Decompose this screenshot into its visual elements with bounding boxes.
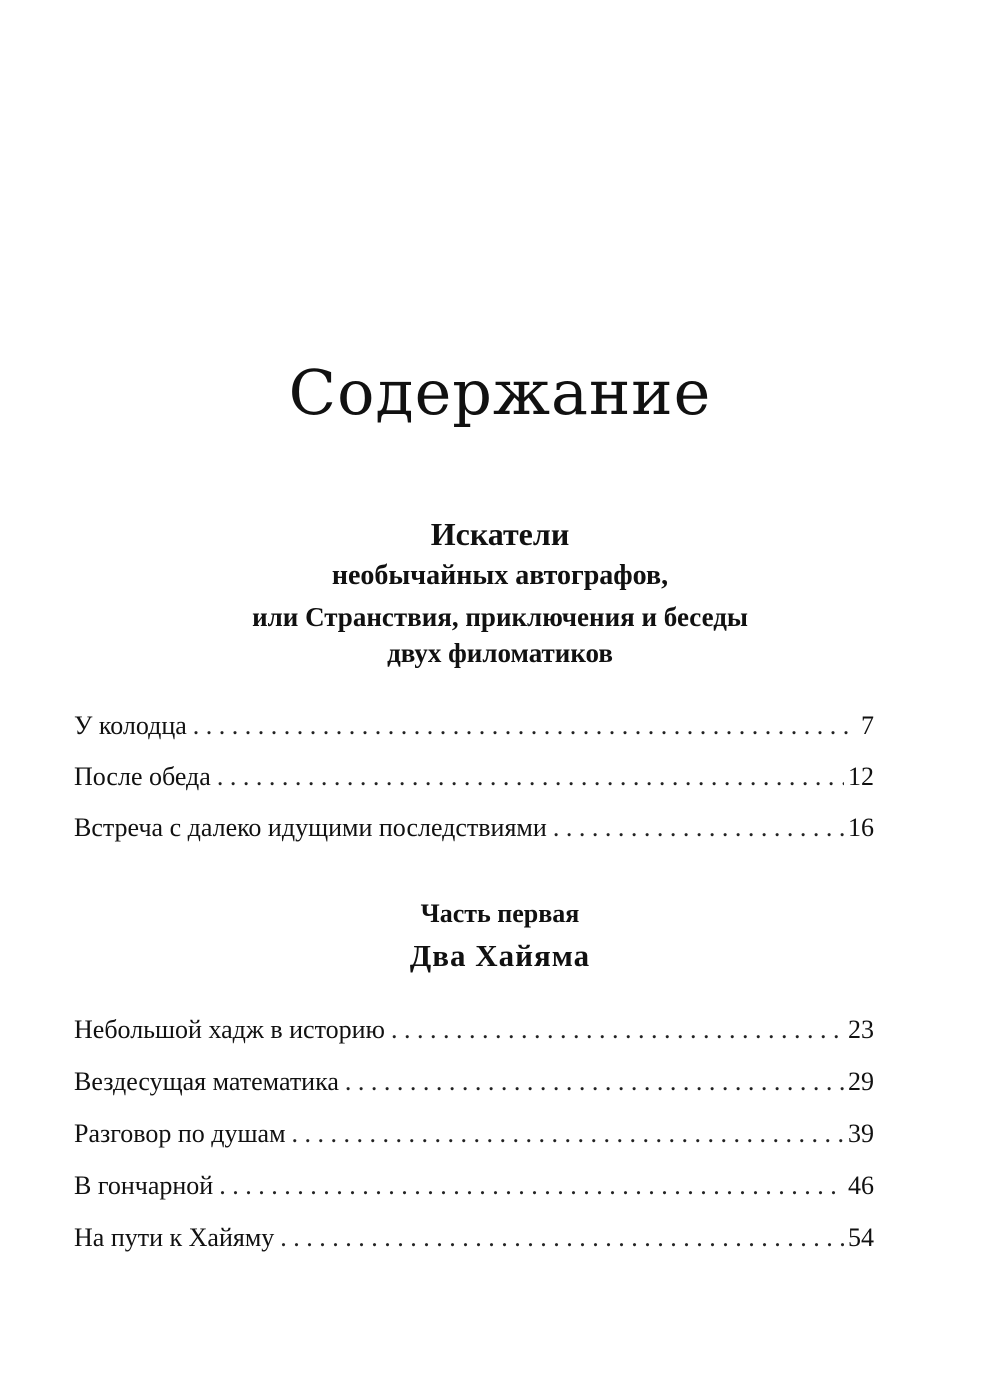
dot-leader (292, 1119, 844, 1149)
toc-entry[interactable] (74, 711, 874, 762)
dot-leader (217, 762, 844, 792)
dot-leader (193, 711, 857, 741)
toc-part-one-list (74, 1015, 874, 1275)
section-subtitle-line-2: двух филоматиков (387, 638, 613, 668)
toc-entry-page: 23 (848, 1015, 874, 1044)
dot-leader (219, 1171, 844, 1201)
toc-entry-page: 7 (861, 711, 874, 740)
toc-entry-label: На пути к Хайяму (74, 1223, 275, 1252)
toc-entry-label: Встреча с далеко идущими последствиями (74, 813, 547, 842)
toc-entry[interactable] (74, 813, 874, 864)
toc-entry-label: В гончарной (74, 1171, 214, 1200)
toc-entry[interactable] (74, 1171, 874, 1223)
toc-entry-page: 39 (848, 1119, 874, 1148)
toc-entry-page: 12 (848, 762, 874, 791)
dot-leader (553, 813, 844, 843)
toc-entry-label: У колодца (74, 711, 187, 740)
toc-entry[interactable] (74, 762, 874, 813)
toc-entry-label: Разговор по душам (74, 1119, 286, 1148)
dot-leader (391, 1015, 844, 1045)
toc-entry-label: Вездесущая математика (74, 1067, 339, 1096)
dot-leader (280, 1223, 844, 1253)
toc-entry-page: 16 (848, 813, 874, 842)
section-title-line-1: Искатели (430, 516, 570, 552)
toc-entry[interactable] (74, 1067, 874, 1119)
toc-entry-page: 29 (848, 1067, 874, 1096)
toc-entry-label: Небольшой хадж в историю (74, 1015, 385, 1044)
toc-entry-page: 46 (848, 1171, 874, 1200)
toc-prologue-list (74, 711, 874, 864)
page-title: Содержание (288, 356, 712, 429)
section-subtitle-line-1: или Странствия, приключения и беседы (252, 602, 748, 632)
toc-entry[interactable] (74, 1119, 874, 1171)
toc-entry[interactable] (74, 1223, 874, 1275)
section-title-line-2: необычайных автографов, (331, 560, 669, 591)
toc-entry[interactable] (74, 1015, 874, 1067)
part-label: Часть первая (420, 899, 580, 928)
toc-entry-page: 54 (848, 1223, 874, 1252)
part-title: Два Хайяма (409, 938, 591, 973)
toc-entry-label: После обеда (74, 762, 211, 791)
dot-leader (345, 1067, 844, 1097)
